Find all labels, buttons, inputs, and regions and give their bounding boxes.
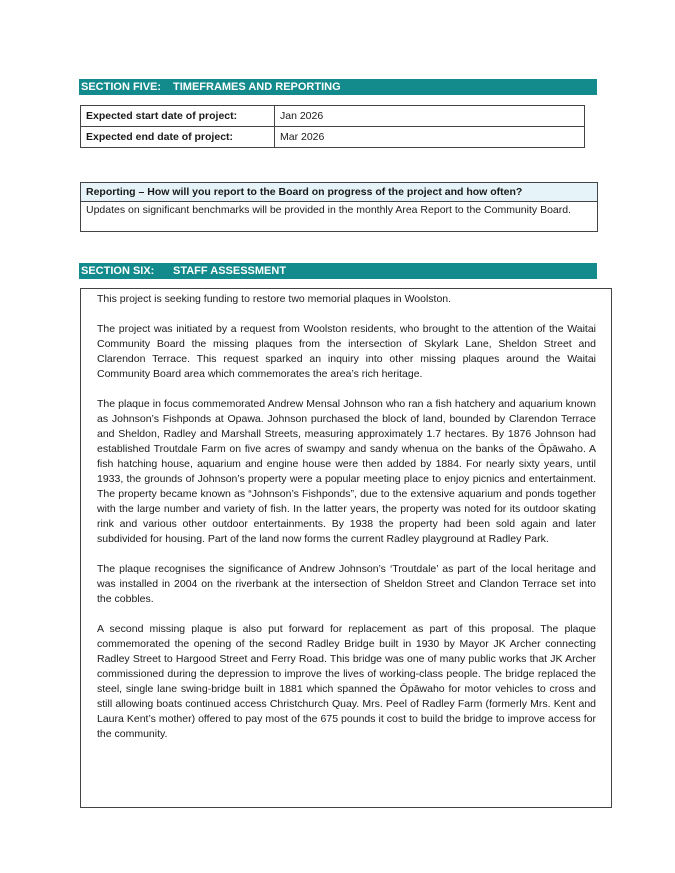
section-six-title: STAFF ASSESSMENT xyxy=(173,265,287,277)
table-row xyxy=(81,106,585,127)
reporting-answer: Updates on significant benchmarks will be provided in the monthly Area Report to the Community Board. xyxy=(86,204,571,216)
section-five-heading xyxy=(79,79,597,95)
section-five-title: TIMEFRAMES AND REPORTING xyxy=(173,81,341,93)
section-five-number: SECTION FIVE: xyxy=(81,81,162,93)
start-date-label: Expected start date of project: xyxy=(81,106,275,127)
timeframes-table xyxy=(80,105,585,148)
end-date-label: Expected end date of project: xyxy=(81,127,275,148)
assessment-paragraph: The plaque recognises the significance of Andrew Johnson’s ‘Troutdale’ as part of the local heritage and was installed in 2004 on the riverbank at the intersection of Sheldon Street and Clandon Terrace set into the cobbles. xyxy=(97,563,596,605)
table-row xyxy=(81,127,585,148)
reporting-question: Reporting – How will you report to the Board on progress of the project and how often? xyxy=(81,183,597,202)
end-date-value: Mar 2026 xyxy=(275,127,585,148)
assessment-paragraph: The plaque in focus commemorated Andrew Mensal Johnson who ran a fish hatchery and aquarium known as Johnson’s Fishponds at Opawa. Johnson purchased the block of land, bounded by Clarendon Terrace and Sheldon, Radley and Marshall Streets, measuring approximately 1.7 hectares. By 1876 Johnson had established Troutdale Farm on five acres of swampy and sandy whenua on the banks of the Ōpāwaho. A fish hatching house, aquarium and engine house were then added by 1884. For nearly sixty years, until 1933, the grounds of Johnson’s property were a popular meeting place to enjoy picnics and entertainment. The property became known as “Johnson’s Fishponds”, due to the extensive aquarium and ponds together with the large number and variety of fish. In the latter years, the property was noted for its outdoor skating rink and various other outdoor entertainments. By 1938 the property had been sold again and later subdivided for housing. Part of the land now forms the current Radley playground at Radley Park. xyxy=(97,398,596,545)
assessment-paragraph: This project is seeking funding to restore two memorial plaques in Woolston. xyxy=(97,293,452,305)
assessment-paragraph: A second missing plaque is also put forward for replacement as part of this proposal. The plaque commemorated the opening of the second Radley Bridge built in 1930 by Mayor JK Archer connecting Radley Street to Hargood Street and Ferry Road. This bridge was one of many public works that JK Archer commissioned during the depression to improve the lives of working-class people. The bridge replaced the steel, single lane swing-bridge built in 1881 which spanned the Ōpāwaho for motor vehicles to cross and still allowing boats continued access Christchurch Quay. Mrs. Peel of Radley Farm (formerly Mrs. Kent and Laura Kent’s mother) offered to pay most of the 675 pounds it cost to build the bridge to improve access for the community. xyxy=(97,623,596,740)
assessment-paragraph: The project was initiated by a request from Woolston residents, who brought to the attention of the Waitai Community Board the missing plaques from the intersection of Skylark Lane, Sheldon Street and Clarendon Terrace. This request sparked an inquiry into other missing plaques around the Waitai Community Board area which commemorates the area’s rich heritage. xyxy=(97,323,596,380)
reporting-box xyxy=(80,182,598,232)
section-six-heading xyxy=(79,263,597,279)
staff-assessment-box xyxy=(80,288,612,808)
start-date-value: Jan 2026 xyxy=(275,106,585,127)
section-six-number: SECTION SIX: xyxy=(81,265,155,277)
